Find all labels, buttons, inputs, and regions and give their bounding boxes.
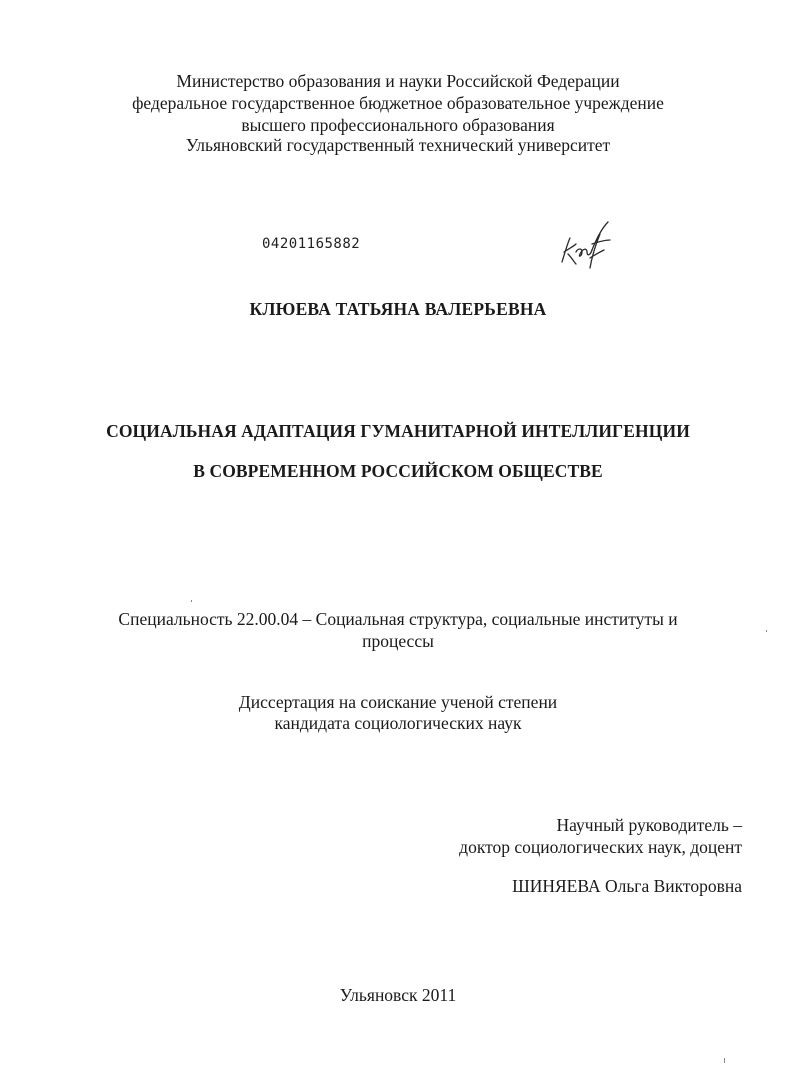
registration-code: 04201165882 xyxy=(262,236,361,252)
dissertation-title-line-2: В СОВРЕМЕННОМ РОССИЙСКОМ ОБЩЕСТВЕ xyxy=(193,461,603,481)
specialty-line-2: процессы xyxy=(362,631,434,651)
handwritten-signature xyxy=(556,218,614,272)
university-line: Ульяновский государственный технический университет xyxy=(185,135,611,155)
city-year: Ульяновск 2011 xyxy=(339,985,457,1005)
supervisor-role: Научный руководитель – xyxy=(556,815,742,835)
dissertation-title-line-1: СОЦИАЛЬНАЯ АДАПТАЦИЯ ГУМАНИТАРНОЙ ИНТЕЛЛИГЕНЦИИ xyxy=(106,421,690,441)
author-name: КЛЮЕВА ТАТЬЯНА ВАЛЕРЬЕВНА xyxy=(249,299,547,319)
dissertation-degree-line-1: Диссертация на соискание ученой степени xyxy=(238,692,558,712)
ministry-line: Министерство образования и науки Российской Федерации xyxy=(176,71,620,91)
supervisor-degree: доктор социологических наук, доцент xyxy=(459,837,742,857)
education-level-line: высшего профессионального образования xyxy=(241,115,555,135)
dissertation-degree-line-2: кандидата социологических наук xyxy=(274,713,522,733)
scan-speck xyxy=(766,630,767,632)
scan-speck xyxy=(191,600,192,602)
supervisor-name: ШИНЯЕВА Ольга Викторовна xyxy=(512,876,742,896)
institution-type-line: федеральное государственное бюджетное образовательное учреждение xyxy=(132,93,664,113)
specialty-line-1: Специальность 22.00.04 – Социальная структура, социальные институты и xyxy=(118,609,678,629)
scan-speck xyxy=(724,1058,725,1063)
